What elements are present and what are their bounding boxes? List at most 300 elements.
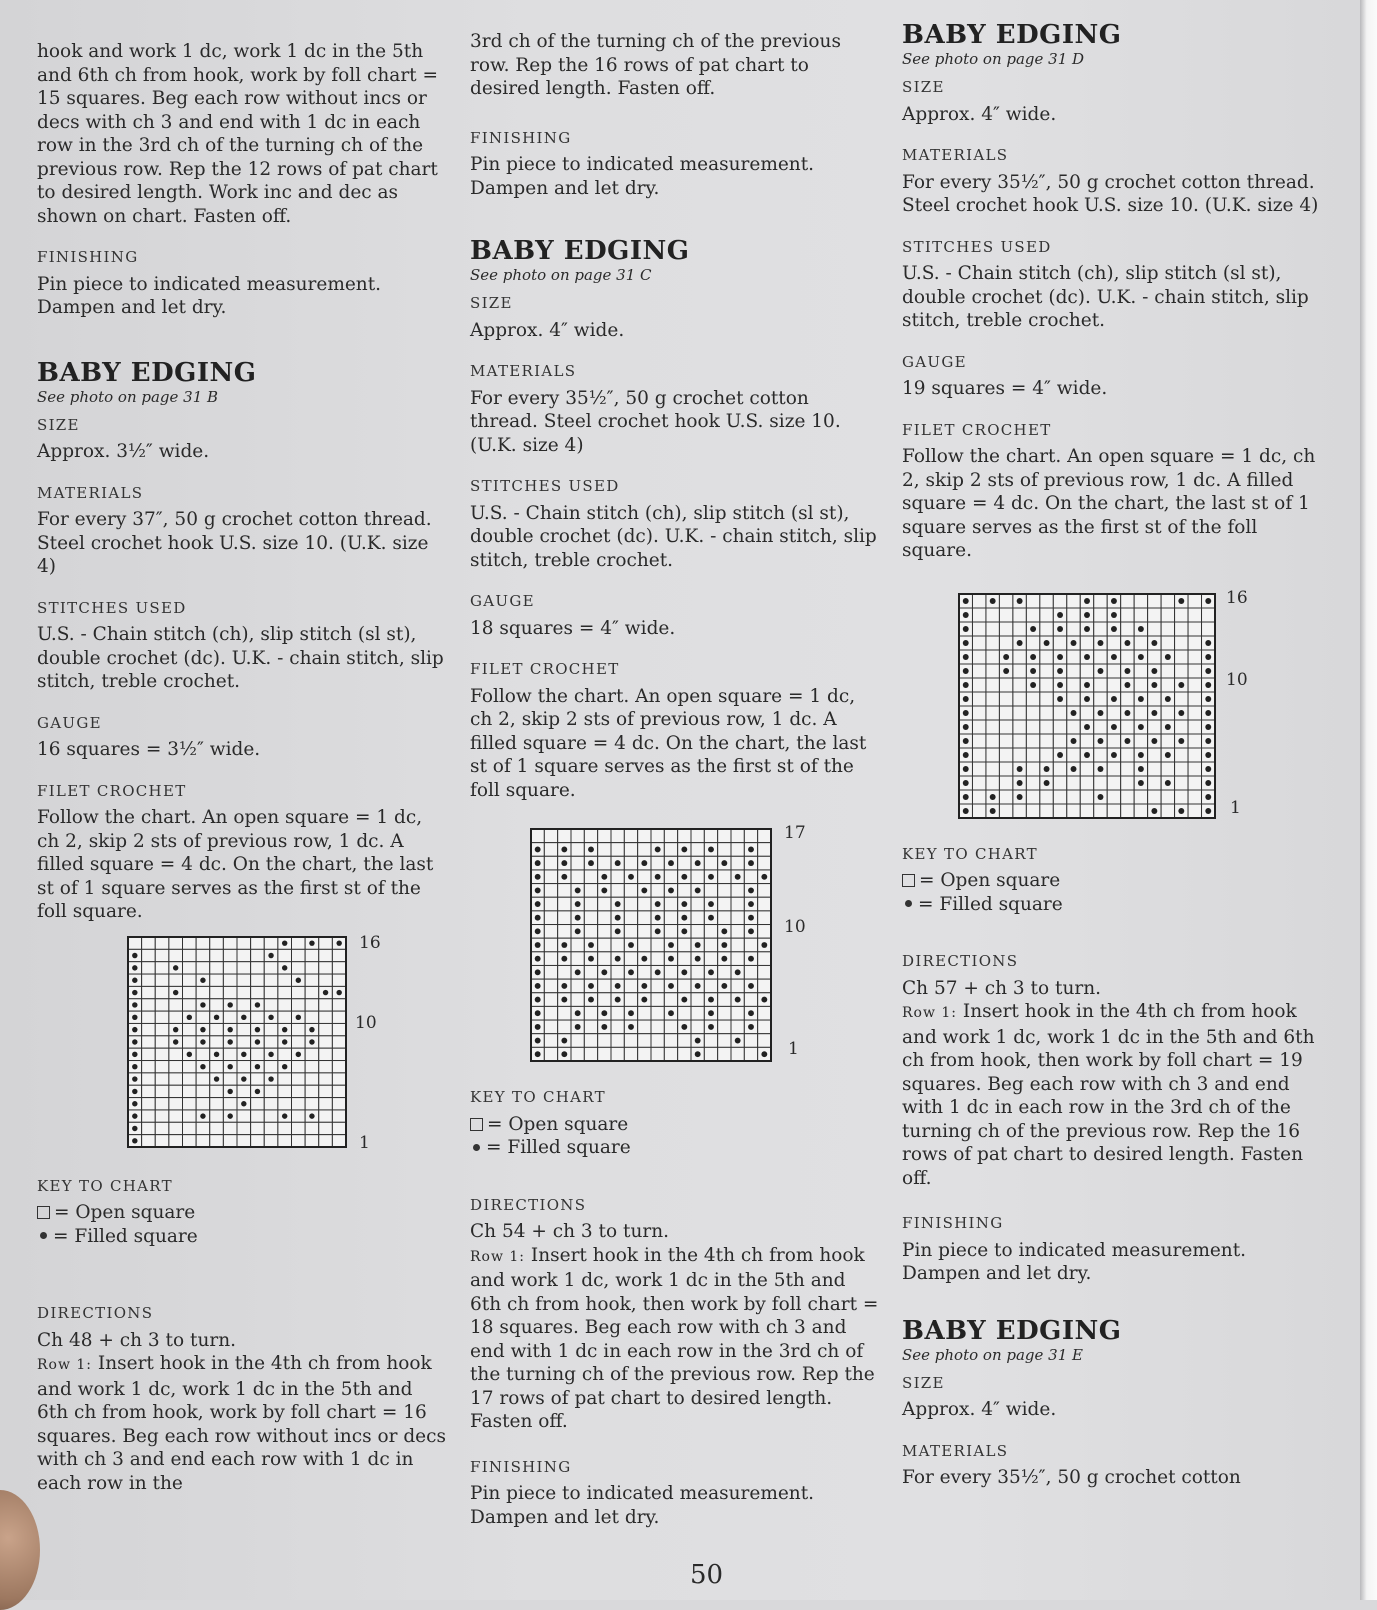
edging-d-chart-label-mid: 10	[1226, 669, 1248, 690]
chart-cell	[758, 884, 771, 898]
filled-square-dot	[588, 860, 594, 866]
chart-cell	[251, 1134, 265, 1146]
chart-cell	[611, 1020, 624, 1034]
chart-cell	[1188, 706, 1201, 720]
chart-cell	[1188, 762, 1201, 776]
chart-cell	[1026, 790, 1039, 804]
edging-c-chart-grid	[530, 828, 772, 1062]
filled-square-dot	[628, 1010, 634, 1016]
chart-cell	[598, 979, 611, 993]
chart-cell	[1053, 636, 1066, 650]
filled-square-dot	[132, 1101, 137, 1106]
chart-cell	[1053, 776, 1066, 790]
chart-cell	[251, 1109, 265, 1121]
chart-cell	[972, 650, 985, 664]
chart-cell	[624, 884, 637, 898]
filled-square-dot	[1071, 738, 1077, 744]
filled-square-dot	[681, 997, 687, 1003]
chart-cell	[155, 1072, 169, 1084]
chart-cell	[1188, 678, 1201, 692]
chart-cell	[744, 1034, 757, 1048]
chart-cell	[155, 937, 169, 949]
chart-cell	[544, 829, 557, 843]
filled-square-dot	[615, 860, 621, 866]
filled-square-dot	[963, 640, 969, 646]
filled-square-dot	[615, 915, 621, 921]
chart-cell	[210, 986, 224, 998]
chart-cell	[611, 829, 624, 843]
filled-square-dot	[173, 1039, 178, 1044]
chart-cell	[571, 938, 584, 952]
chart-cell	[571, 829, 584, 843]
chart-cell	[584, 1006, 597, 1020]
filled-square-dot	[268, 1051, 273, 1056]
chart-cell	[651, 856, 664, 870]
edging-d-chart-label-bottom: 1	[1230, 797, 1241, 818]
chart-cell	[196, 1011, 210, 1023]
filled-square-dot	[963, 626, 969, 632]
chart-cell	[611, 843, 624, 857]
chart-cell	[744, 993, 757, 1007]
filled-square-dot	[1084, 654, 1090, 660]
filled-square-dot	[963, 780, 969, 786]
edging-e-materials-label: MATERIALS	[902, 1441, 1009, 1460]
chart-cell	[142, 1048, 156, 1060]
chart-cell	[731, 856, 744, 870]
chart-cell	[142, 1097, 156, 1109]
chart-cell	[196, 1097, 210, 1109]
chart-cell	[183, 1060, 197, 1072]
filled-square-dot	[241, 1076, 246, 1081]
chart-cell	[155, 949, 169, 961]
chart-cell	[999, 706, 1012, 720]
chart-cell	[1134, 734, 1147, 748]
chart-cell	[1094, 622, 1107, 636]
chart-cell	[1013, 720, 1026, 734]
filled-square-dot	[615, 983, 621, 989]
chart-cell	[544, 993, 557, 1007]
chart-cell	[155, 1035, 169, 1047]
chart-cell	[1175, 790, 1188, 804]
chart-cell	[264, 1097, 278, 1109]
chart-cell	[155, 1048, 169, 1060]
filled-square-dot	[1124, 710, 1130, 716]
filled-square-dot	[601, 969, 607, 975]
chart-cell	[1107, 678, 1120, 692]
filled-square-dot	[990, 794, 996, 800]
filled-square-dot	[535, 956, 541, 962]
chart-cell	[237, 1023, 251, 1035]
chart-cell	[305, 949, 319, 961]
chart-cell	[332, 1035, 346, 1047]
edging-b-filet-label: FILET CROCHET	[37, 781, 187, 800]
filled-square-dot	[214, 1076, 219, 1081]
filled-square-dot	[641, 997, 647, 1003]
chart-cell	[718, 843, 731, 857]
chart-cell	[1161, 734, 1174, 748]
edging-d-size-label: SIZE	[902, 78, 945, 96]
chart-cell	[237, 1085, 251, 1097]
chart-cell	[237, 998, 251, 1010]
chart-cell	[1148, 692, 1161, 706]
chart-cell	[142, 937, 156, 949]
filled-square-dot	[735, 969, 741, 975]
chart-cell	[571, 979, 584, 993]
filled-square-dot	[187, 1051, 192, 1056]
page-number: 50	[690, 1560, 724, 1590]
chart-cell	[319, 1060, 333, 1072]
chart-cell	[744, 965, 757, 979]
chart-cell	[142, 1035, 156, 1047]
chart-cell	[1175, 608, 1188, 622]
filled-square-dot	[173, 1026, 178, 1031]
chart-cell	[1121, 748, 1134, 762]
chart-cell	[691, 911, 704, 925]
chart-cell	[718, 1006, 731, 1020]
filled-square-dot	[695, 860, 701, 866]
chart-cell	[142, 998, 156, 1010]
edging-d-finishing-label: FINISHING	[902, 1214, 1004, 1232]
chart-cell	[196, 961, 210, 973]
chart-cell	[972, 636, 985, 650]
chart-cell	[319, 1023, 333, 1035]
filled-square-dot	[721, 860, 727, 866]
chart-cell	[584, 911, 597, 925]
chart-cell	[624, 911, 637, 925]
filled-square-dot	[748, 983, 754, 989]
chart-cell	[183, 1097, 197, 1109]
filled-square-dot	[1017, 766, 1023, 772]
chart-cell	[1067, 650, 1080, 664]
filled-square-dot	[173, 989, 178, 994]
filled-square-dot	[721, 983, 727, 989]
filled-square-dot	[132, 1063, 137, 1068]
chart-cell	[758, 911, 771, 925]
open-square-icon	[37, 1206, 50, 1219]
chart-cell	[1067, 622, 1080, 636]
chart-cell	[210, 1109, 224, 1121]
filled-square-dot	[282, 940, 287, 945]
chart-cell	[319, 1072, 333, 1084]
chart-cell	[264, 1109, 278, 1121]
filled-square-dot	[187, 1014, 192, 1019]
edging-c-stitches-label: STITCHES USED	[470, 477, 620, 495]
chart-cell	[1188, 636, 1201, 650]
edging-b-materials-label: MATERIALS	[37, 483, 144, 502]
chart-cell	[972, 608, 985, 622]
filled-square-dot	[721, 942, 727, 948]
filled-square-dot	[296, 977, 301, 982]
chart-cell	[1188, 720, 1201, 734]
chart-cell	[319, 1035, 333, 1047]
chart-cell	[183, 1072, 197, 1084]
chart-cell	[544, 884, 557, 898]
edging-d-stitches: U.S. - Chain stitch (ch), slip stitch (sl st), double crochet (dc). U.K. - chain stitch, slip stitch, treble crochet.	[902, 263, 1309, 331]
filled-square-dot	[668, 887, 674, 893]
chart-cell	[731, 829, 744, 843]
chart-cell	[638, 843, 651, 857]
filled-square-dot	[1111, 696, 1117, 702]
chart-cell	[1107, 804, 1120, 818]
filled-square-dot	[575, 928, 581, 934]
chart-cell	[169, 974, 183, 986]
chart-cell	[1067, 804, 1080, 818]
chart-cell	[1161, 664, 1174, 678]
edging-d-directions-label: DIRECTIONS	[902, 952, 1019, 970]
chart-cell	[986, 762, 999, 776]
filled-square-dot	[615, 901, 621, 907]
filled-square-dot	[1098, 794, 1104, 800]
chart-cell	[598, 1047, 611, 1061]
filled-square-dot	[1111, 626, 1117, 632]
chart-cell	[1067, 790, 1080, 804]
chart-cell	[972, 734, 985, 748]
chart-cell	[1067, 664, 1080, 678]
filled-square-dot	[561, 956, 567, 962]
filled-square-dot	[132, 1138, 137, 1143]
chart-cell	[678, 829, 691, 843]
chart-cell	[986, 776, 999, 790]
edging-c-size-label: SIZE	[470, 294, 513, 312]
chart-cell	[292, 1085, 306, 1097]
filled-square-dot	[1084, 682, 1090, 688]
edging-c-filet-label: FILET CROCHET	[470, 660, 620, 678]
chart-cell	[611, 1034, 624, 1048]
chart-cell	[678, 938, 691, 952]
chart-cell	[1026, 692, 1039, 706]
chart-cell	[1161, 594, 1174, 608]
chart-cell	[999, 692, 1012, 706]
chart-cell	[651, 938, 664, 952]
chart-cell	[278, 1097, 292, 1109]
chart-cell	[986, 748, 999, 762]
filled-square-dot	[1124, 668, 1130, 674]
chart-cell	[1094, 692, 1107, 706]
filled-square-dot	[615, 956, 621, 962]
filled-square-dot	[761, 874, 767, 880]
chart-cell	[758, 979, 771, 993]
filled-square-dot	[1178, 808, 1184, 814]
chart-cell	[731, 1006, 744, 1020]
chart-cell	[758, 952, 771, 966]
filled-square-dot	[241, 1014, 246, 1019]
chart-cell	[598, 925, 611, 939]
chart-cell	[1040, 748, 1053, 762]
filled-square-dot	[214, 1014, 219, 1019]
filled-square-dot	[1057, 612, 1063, 618]
chart-cell	[169, 998, 183, 1010]
chart-cell	[624, 843, 637, 857]
filled-square-dot	[200, 1002, 205, 1007]
chart-cell	[196, 949, 210, 961]
chart-cell	[1013, 622, 1026, 636]
filled-square-dot	[1151, 682, 1157, 688]
chart-cell	[155, 1097, 169, 1109]
edging-b-title: BABY EDGING	[37, 357, 257, 388]
chart-cell	[305, 1097, 319, 1109]
chart-cell	[999, 594, 1012, 608]
chart-cell	[731, 911, 744, 925]
chart-cell	[305, 998, 319, 1010]
col1-finishing-text: Pin piece to indicated measurement. Dampen and let dry.	[37, 273, 382, 318]
filled-square-dot	[1205, 654, 1211, 660]
chart-cell	[278, 986, 292, 998]
edging-b-chart-label-bottom: 1	[359, 1132, 370, 1153]
filled-square-dot	[668, 1010, 674, 1016]
filled-square-dot	[963, 738, 969, 744]
chart-cell	[155, 1085, 169, 1097]
chart-cell	[169, 1060, 183, 1072]
chart-cell	[278, 1072, 292, 1084]
chart-cell	[664, 1047, 677, 1061]
filled-square-dot	[708, 847, 714, 853]
filled-square-dot	[963, 766, 969, 772]
filled-square-dot	[1057, 626, 1063, 632]
filled-square-dot	[561, 942, 567, 948]
chart-cell	[718, 1047, 731, 1061]
filled-square-dot	[963, 808, 969, 814]
filled-square-dot	[1098, 710, 1104, 716]
edging-d-stitches-label: STITCHES USED	[902, 237, 1052, 256]
filled-square-dot-icon	[40, 1232, 47, 1239]
chart-cell	[986, 608, 999, 622]
chart-cell	[1121, 776, 1134, 790]
chart-cell	[223, 974, 237, 986]
filled-square-dot	[282, 965, 287, 970]
chart-cell	[1067, 720, 1080, 734]
chart-cell	[558, 884, 571, 898]
filled-square-dot	[963, 696, 969, 702]
filled-square-dot	[1178, 598, 1184, 604]
chart-cell	[1053, 762, 1066, 776]
column-3	[902, 20, 1322, 1490]
filled-square-dot	[1178, 710, 1184, 716]
chart-cell	[1107, 734, 1120, 748]
filled-square-dot	[535, 1010, 541, 1016]
filled-square-dot	[601, 874, 607, 880]
chart-cell	[544, 965, 557, 979]
column-2	[470, 30, 880, 1529]
chart-cell	[1026, 720, 1039, 734]
filled-square-dot	[748, 928, 754, 934]
chart-cell	[544, 1020, 557, 1034]
chart-cell	[305, 1060, 319, 1072]
chart-cell	[1080, 734, 1093, 748]
chart-cell	[1067, 748, 1080, 762]
chart-cell	[718, 870, 731, 884]
chart-cell	[1107, 790, 1120, 804]
chart-cell	[544, 952, 557, 966]
chart-cell	[531, 829, 544, 843]
edging-b-size-label: SIZE	[37, 415, 80, 434]
filled-square-dot	[200, 977, 205, 982]
filled-square-dot	[588, 997, 594, 1003]
filled-square-dot	[1003, 668, 1009, 674]
chart-cell	[1202, 622, 1215, 636]
edging-c-materials: For every 35½″, 50 g crochet cotton thread. Steel crochet hook U.S. size 10. (U.K. size 4)	[470, 387, 841, 456]
chart-cell	[142, 961, 156, 973]
chart-cell	[1067, 776, 1080, 790]
chart-cell	[183, 1122, 197, 1134]
filled-square-dot	[1151, 640, 1157, 646]
chart-cell	[1202, 608, 1215, 622]
edging-d-materials-label: MATERIALS	[902, 146, 1009, 164]
filled-square-dot	[575, 887, 581, 893]
chart-cell	[1188, 776, 1201, 790]
edging-b-chart-label-mid: 10	[355, 1012, 377, 1033]
filled-square-dot	[535, 874, 541, 880]
chart-cell	[986, 636, 999, 650]
chart-cell	[223, 1134, 237, 1146]
chart-cell	[128, 937, 142, 949]
chart-cell	[999, 636, 1012, 650]
filled-square-dot	[735, 1038, 741, 1044]
chart-cell	[196, 1085, 210, 1097]
edging-c-gauge: 18 squares = 4″ wide.	[470, 617, 676, 639]
col2-continuation-text: 3rd ch of the turning ch of the previous row. Rep the 16 rows of pat chart to desired length. Fasten off.	[470, 31, 841, 99]
chart-cell	[999, 790, 1012, 804]
filled-square-dot	[282, 1063, 287, 1068]
filled-square-dot	[309, 1039, 314, 1044]
chart-cell	[210, 974, 224, 986]
chart-cell	[332, 1048, 346, 1060]
chart-cell	[305, 961, 319, 973]
filled-square-dot	[748, 901, 754, 907]
filled-square-dot	[681, 915, 687, 921]
chart-cell	[1134, 804, 1147, 818]
chart-cell	[1040, 678, 1053, 692]
edging-d-dir-ch: Ch 57 + ch 3 to turn.	[902, 977, 1102, 999]
chart-cell	[611, 870, 624, 884]
filled-square-dot	[173, 965, 178, 970]
filled-square-dot	[1165, 654, 1171, 660]
chart-cell	[999, 804, 1012, 818]
filled-square-dot	[132, 1088, 137, 1093]
chart-cell	[611, 938, 624, 952]
chart-cell	[169, 1048, 183, 1060]
chart-cell	[1134, 608, 1147, 622]
filled-square-dot	[963, 794, 969, 800]
chart-cell	[1121, 622, 1134, 636]
edging-c-chart	[530, 823, 880, 1068]
chart-cell	[1094, 804, 1107, 818]
filled-square-dot	[1111, 612, 1117, 618]
filled-square-dot	[255, 1026, 260, 1031]
chart-cell	[1040, 706, 1053, 720]
chart-cell	[611, 884, 624, 898]
chart-cell	[972, 762, 985, 776]
chart-cell	[305, 986, 319, 998]
filled-square-dot	[1205, 752, 1211, 758]
chart-cell	[744, 829, 757, 843]
chart-cell	[332, 974, 346, 986]
filled-square-dot	[561, 1038, 567, 1044]
chart-cell	[264, 986, 278, 998]
chart-cell	[278, 1085, 292, 1097]
filled-square-dot	[561, 847, 567, 853]
chart-cell	[264, 1035, 278, 1047]
filled-square-dot	[641, 956, 647, 962]
chart-cell	[251, 1097, 265, 1109]
filled-square-dot	[708, 969, 714, 975]
chart-cell	[332, 1109, 346, 1121]
chart-cell	[142, 949, 156, 961]
filled-square-dot	[296, 1051, 301, 1056]
filled-square-dot	[641, 887, 647, 893]
chart-cell	[223, 986, 237, 998]
chart-cell	[1175, 748, 1188, 762]
filled-square-dot	[132, 1014, 137, 1019]
